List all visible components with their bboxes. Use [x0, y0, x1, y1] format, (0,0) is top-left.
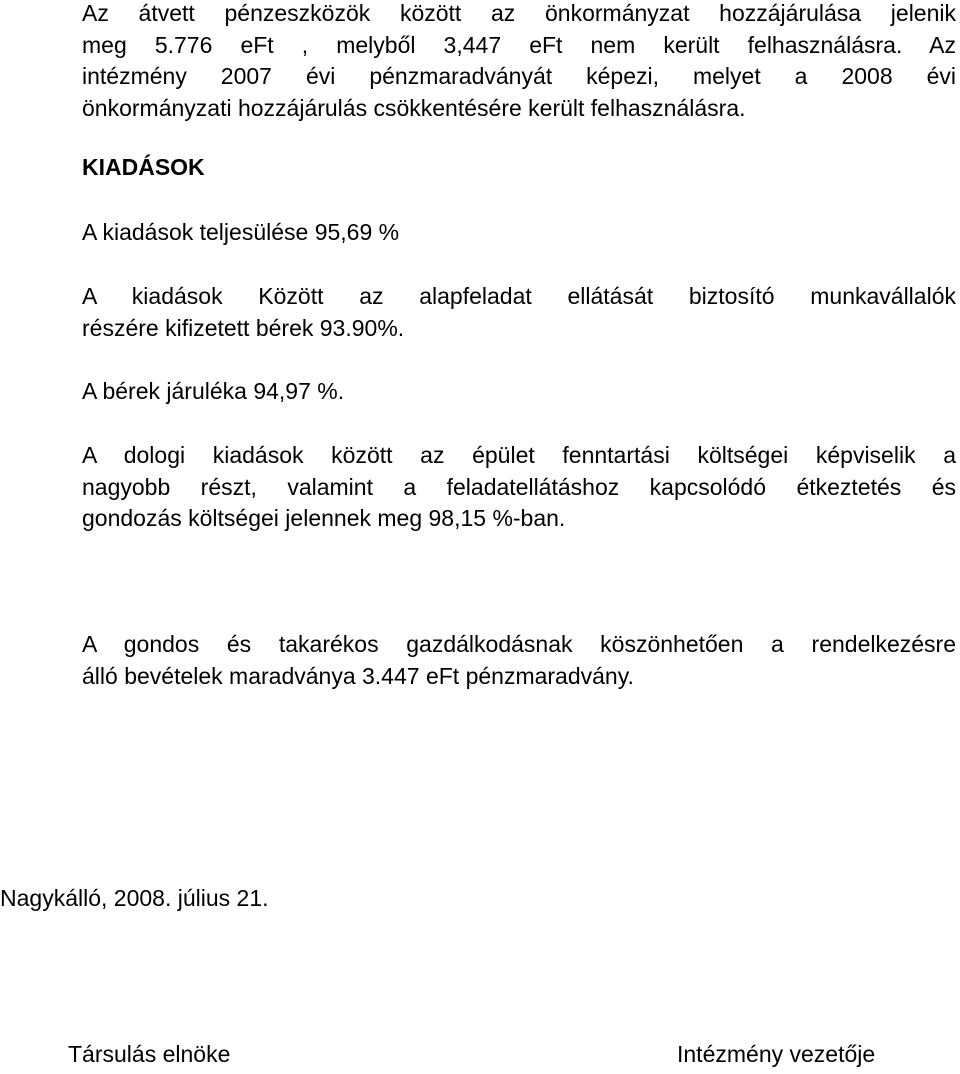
intro-line-1: Az átvett pénzeszközök között az önkormányzat hozzájárulása jelenik — [82, 0, 956, 26]
place-and-date: Nagykálló, 2008. július 21. — [0, 885, 269, 911]
material-costs-paragraph — [82, 440, 956, 535]
wages-line-2: részére kifizetett bérek 93.90%. — [82, 314, 405, 341]
contributions-paragraph: A bérek járuléka 94,97 %. — [82, 378, 345, 404]
material-line-2: nagyobb részt, valamint a feladatellátáshoz kapcsolódó étkeztetés és — [82, 473, 956, 500]
intro-line-4: önkormányzati hozzájárulás csökkentésére került felhasználásra. — [82, 94, 746, 121]
intro-line-3: intézmény 2007 évi pénzmaradványát képezi, melyet a 2008 évi — [82, 63, 956, 89]
material-line-3: gondozás költségei jelennek meg 98,15 %-ban. — [82, 505, 566, 531]
wages-line-1: A kiadások Között az alapfeladat ellátását biztosító munkavállalók — [82, 283, 956, 309]
remainder-paragraph — [82, 629, 956, 692]
signature-right-title: Intézmény vezetője — [677, 1041, 876, 1067]
remainder-line-2: álló bevételek maradványa 3.447 eFt pénzmaradvány. — [82, 662, 634, 689]
remainder-line-1: A gondos és takarékos gazdálkodásnak köszönhetően a rendelkezésre — [82, 631, 956, 657]
wages-paragraph — [82, 281, 956, 344]
section-heading: KIADÁSOK — [82, 154, 205, 180]
fulfilment-paragraph: A kiadások teljesülése 95,69 % — [82, 219, 400, 245]
intro-paragraph — [82, 0, 956, 124]
signature-left-title: Társulás elnöke — [68, 1041, 231, 1067]
intro-line-2: meg 5.776 eFt , melyből 3,447 eFt nem került felhasználásra. Az — [82, 31, 956, 58]
material-line-1: A dologi kiadások között az épület fenntartási költségei képviselik a — [82, 442, 956, 468]
